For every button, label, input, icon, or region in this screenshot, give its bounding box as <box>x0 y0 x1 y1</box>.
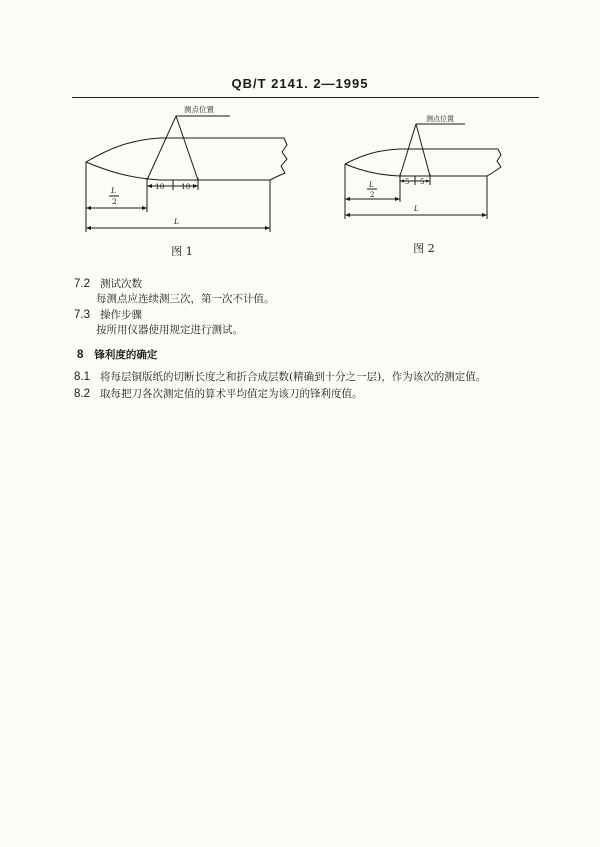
fig2-dim-right: 5 <box>420 178 425 186</box>
header-rule <box>72 97 539 98</box>
fig1-callout-label: 测点位置 <box>184 105 214 114</box>
fig2-full-L: L <box>414 205 419 213</box>
standard-code: QB/T 2141. 2—1995 <box>231 76 369 91</box>
section-8-2: 8.2 取每把刀各次测定值的算术平均值定为该刀的锋利度值。 <box>74 388 363 400</box>
fig2-half-L-num: L <box>369 181 374 189</box>
section-7-2-heading: 7.2 测试次数 <box>74 278 143 290</box>
section-7-2-text: 每测点应连续测三次，第一次不计值。 <box>96 293 275 305</box>
figure-1-blade-diagram <box>80 100 300 240</box>
section-7-3-heading: 7.3 操作步骤 <box>74 309 143 321</box>
fig1-dim-right: 10 <box>181 182 191 191</box>
fig1-dim-left: 10 <box>155 182 165 191</box>
section-7-3-text: 按所用仪器使用规定进行测试。 <box>96 324 243 336</box>
fig2-half-L-den: 2 <box>370 191 375 199</box>
figure-2-blade-diagram <box>340 115 510 225</box>
fig1-half-L-num: L <box>111 186 116 195</box>
fig2-break-line <box>492 149 501 173</box>
fig2-callout-label: 测点位置 <box>426 115 454 123</box>
fig2-blade-outline <box>345 149 498 164</box>
fig1-break-line <box>276 138 287 177</box>
fig2-dim-left: 5 <box>405 178 410 186</box>
section-8-heading: 8 锋利度的确定 <box>77 349 158 361</box>
section-8-1: 8.1 将每层铜版纸的切断长度之和折合成层数(精确到十分之一层)，作为该次的测定值。 <box>74 371 487 383</box>
figure-1-caption: 图 1 <box>171 245 193 258</box>
fig1-full-L: L <box>174 217 179 226</box>
figure-2-caption: 图 2 <box>413 242 435 255</box>
fig1-half-L-den: 2 <box>112 197 117 206</box>
